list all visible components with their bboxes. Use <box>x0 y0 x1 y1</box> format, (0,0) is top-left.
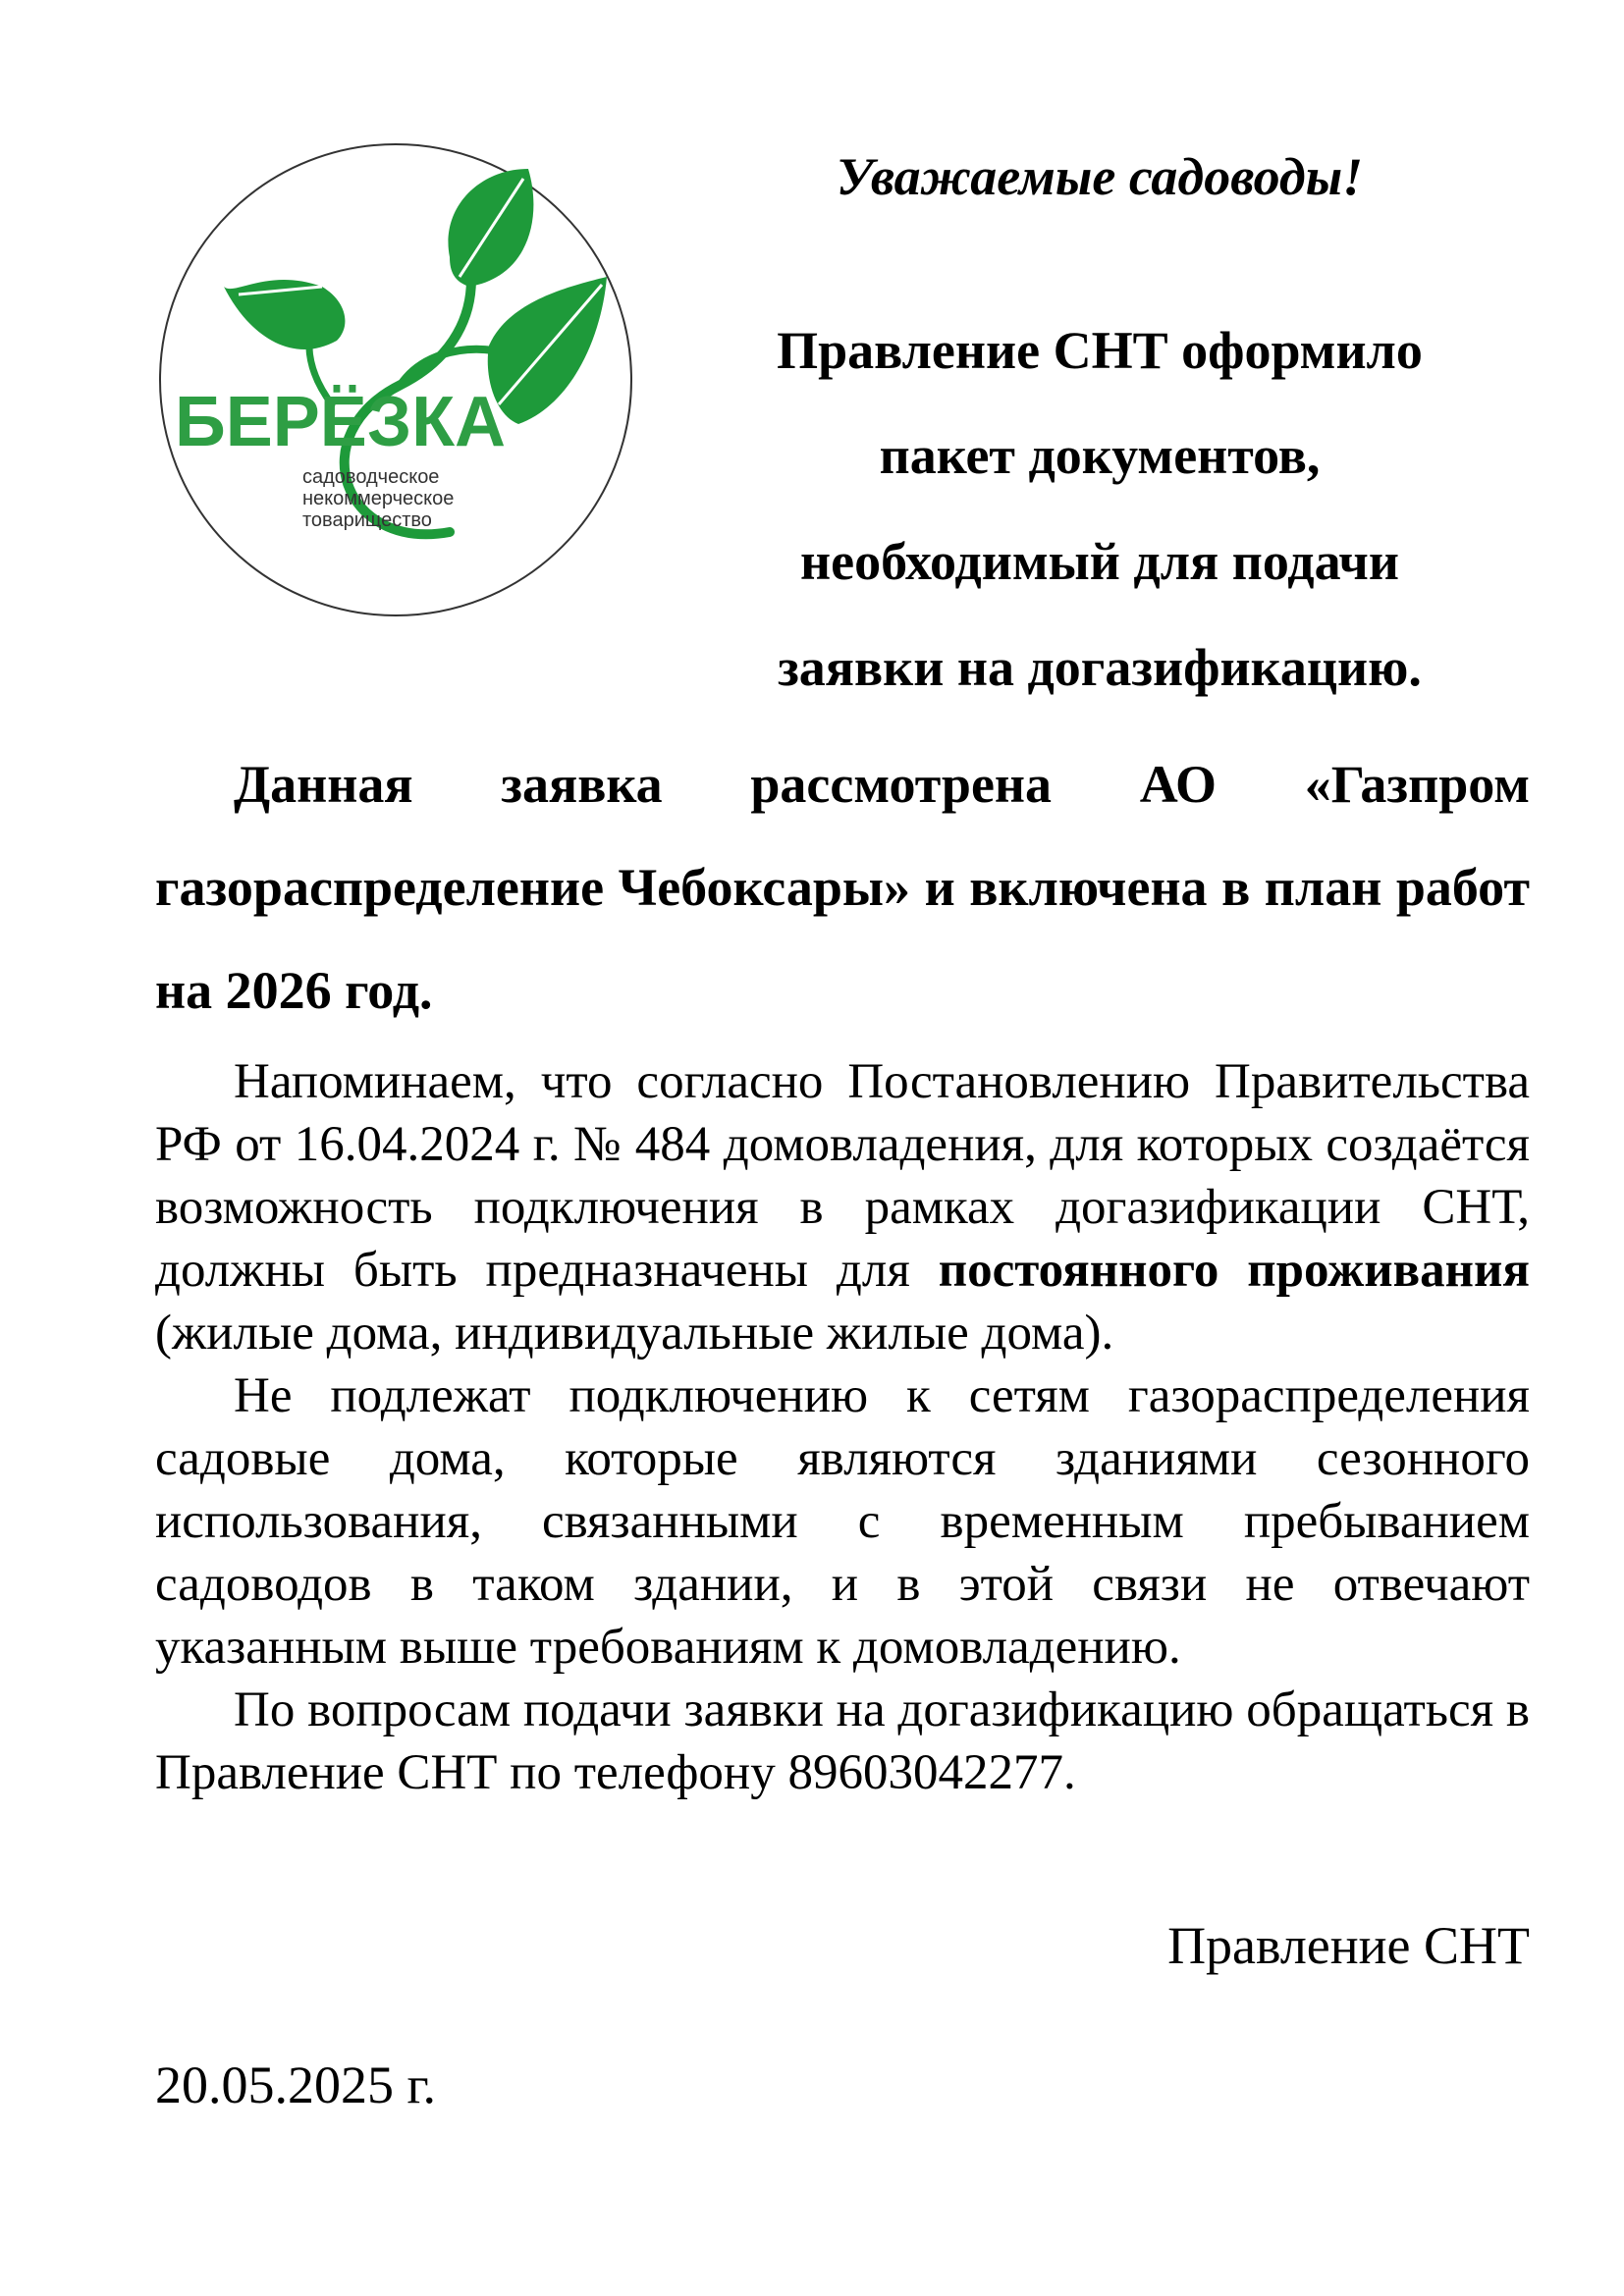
document-date: 20.05.2025 г. <box>155 2056 437 2114</box>
paragraph-2: Не подлежат подключению к сетям газораспределения садовые дома, которые являются зданиями сезонного использования, связанными с временным пребыванием садоводов в таком здании, и в этой связи не отвечают указанным выше требованиям к домовладению. <box>155 1368 1530 1675</box>
logo-line-1: садоводческое <box>302 466 440 488</box>
birch-logo-icon <box>155 139 636 620</box>
logo-line-3: товарищество <box>302 509 432 531</box>
greeting: Уважаемые садоводы! <box>836 147 1364 206</box>
headline-line-2: пакет документов, <box>879 426 1321 485</box>
intro-paragraph: Данная заявка рассмотрена АО «Газпром газораспределение Чебоксары» и включена в план работ на 2026 год. <box>155 755 1530 1020</box>
headline-line-4: заявки на догазификацию. <box>778 638 1422 697</box>
headline-line-3: необходимый для подачи <box>799 532 1399 591</box>
signature: Правление СНТ <box>1167 1916 1530 1975</box>
logo-line-2: некоммерческое <box>302 488 455 509</box>
logo-brand: БЕРЁЗКА <box>175 383 507 461</box>
snt-logo <box>155 139 636 620</box>
paragraph-1-start: Напоминаем, что согласно Постановлению Правительства РФ от 16.04.2024 г. № 484 домовладения, для которых создаётся возможность подключения в рамках догазификации СНТ, должны быть предназначены для <box>155 1054 1530 1298</box>
paragraph-3: По вопросам подачи заявки на догазификацию обращаться в Правление СНТ по телефону 89603042277. <box>155 1682 1530 1800</box>
body-text <box>155 1050 1530 1804</box>
paragraph-1 <box>155 1050 1530 1364</box>
headline-line-1: Правление СНТ оформило <box>777 321 1423 380</box>
paragraph-1-end: (жилые дома, индивидуальные жилые дома). <box>155 1306 1114 1361</box>
paragraph-1-bold: постоянного проживания <box>938 1243 1530 1298</box>
